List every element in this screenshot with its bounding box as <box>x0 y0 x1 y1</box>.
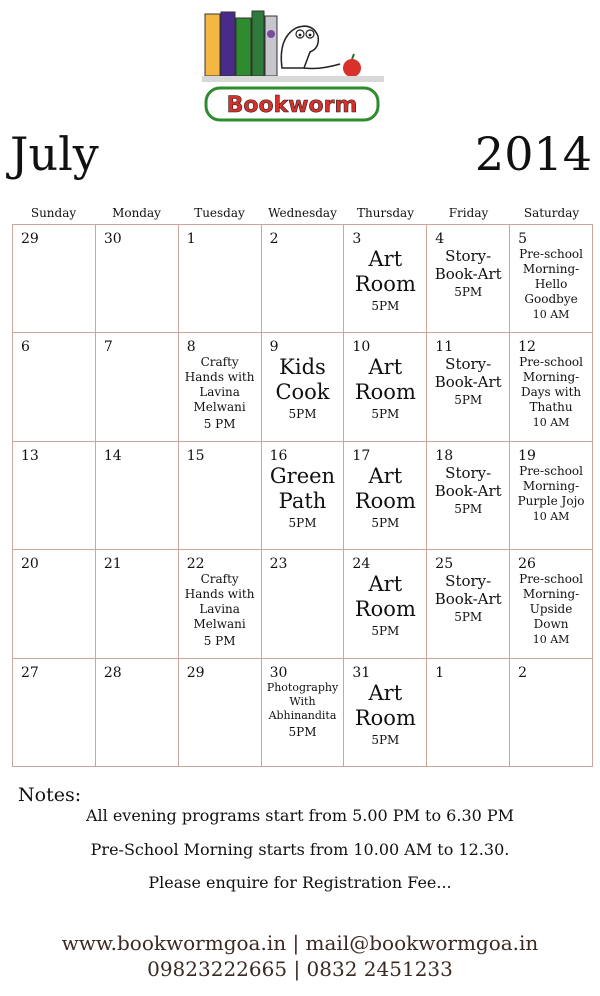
weekday-label: Sunday <box>30 206 77 220</box>
footer-contact-phone: 09823222665 | 0832 2451233 <box>147 957 453 981</box>
calendar-day-cell <box>13 225 96 333</box>
footer-contact-web-mail: www.bookwormgoa.in | mail@bookwormgoa.in <box>61 931 539 955</box>
event-title: Photography With Abhinandita <box>266 680 339 722</box>
day-number: 2 <box>518 664 528 681</box>
event-time: 5PM <box>371 732 400 747</box>
calendar-day-cell <box>262 442 345 550</box>
day-number: 29 <box>186 664 205 681</box>
weekday-label: Friday <box>448 206 489 220</box>
event-title: Story-Book-Art <box>434 572 502 609</box>
calendar-day-cell <box>13 442 96 550</box>
calendar-day-cell <box>344 333 427 441</box>
day-number: 19 <box>518 447 536 464</box>
event <box>179 355 261 431</box>
calendar-day-cell <box>344 550 427 658</box>
calendar-day-cell <box>179 333 262 441</box>
event <box>344 355 426 421</box>
event <box>510 572 592 646</box>
event-title: Art Room <box>354 463 416 513</box>
event-title: Art Room <box>354 572 416 622</box>
note-line: Please enquire for Registration Fee... <box>148 873 452 892</box>
weekday-label: Wednesday <box>268 206 337 220</box>
day-number: 22 <box>186 556 205 573</box>
day-number: 23 <box>269 556 288 573</box>
event-title: Pre-school Morning-Hello Goodbye <box>519 247 583 306</box>
calendar-day-cell <box>510 442 593 550</box>
day-number: 25 <box>435 556 454 573</box>
calendar-day-cell <box>427 333 510 441</box>
calendar-day-cell <box>96 550 179 658</box>
calendar-day-cell <box>179 442 262 550</box>
event <box>510 464 592 523</box>
calendar-day-cell <box>427 225 510 333</box>
month-title: July <box>10 127 99 181</box>
event-title: Crafty Hands with Lavina Melwani <box>184 572 255 632</box>
event-time: 5 PM <box>203 634 236 649</box>
event <box>510 247 592 321</box>
calendar-day-cell <box>96 225 179 333</box>
day-number: 29 <box>21 231 39 247</box>
day-number: 15 <box>186 447 205 464</box>
note-line: Pre-School Morning starts from 10.00 AM to 12.30. <box>90 840 510 859</box>
calendar-day-cell <box>96 659 179 767</box>
day-number: 10 <box>352 339 371 356</box>
event-title: Story-Book-Art <box>434 463 502 500</box>
day-number: 21 <box>103 556 122 573</box>
event-title: Pre-school Morning-Days with Thathu <box>519 355 583 415</box>
event <box>427 355 509 407</box>
calendar-day-cell <box>510 333 593 441</box>
event-time: 5PM <box>371 299 400 313</box>
day-number: 3 <box>352 231 362 247</box>
calendar-day-cell <box>427 659 510 767</box>
day-number: 30 <box>103 231 122 247</box>
day-number: 26 <box>518 556 536 573</box>
event-time: 5PM <box>454 610 483 625</box>
year-title: 2014 <box>474 127 592 181</box>
calendar-day-cell <box>510 659 593 767</box>
event-time: 5PM <box>371 624 400 639</box>
event-title: Art Room <box>354 680 416 730</box>
event <box>344 464 426 530</box>
event-time: 5PM <box>454 501 483 516</box>
note-line: All evening programs start from 5.00 PM to 6.30 PM <box>85 806 515 825</box>
event-time: 10 AM <box>532 633 570 647</box>
event-time: 5PM <box>371 407 400 422</box>
event-time: 10 AM <box>532 416 570 430</box>
calendar-day-cell <box>96 442 179 550</box>
calendar-day-cell <box>344 225 427 333</box>
event-title: Kids Cook <box>275 355 330 405</box>
weekday-header <box>12 206 593 220</box>
event-title: Story-Book-Art <box>434 247 502 283</box>
event <box>262 464 344 530</box>
logo-wordmark: Bookworm <box>226 93 358 118</box>
calendar-day-cell <box>13 659 96 767</box>
bookworm-logo <box>200 8 385 126</box>
event-time: 5PM <box>371 515 400 530</box>
day-number: 5 <box>518 231 528 247</box>
calendar-day-cell <box>344 442 427 550</box>
event-time: 10 AM <box>532 509 570 523</box>
event-time: 5 PM <box>203 417 236 432</box>
calendar-day-cell <box>262 333 345 441</box>
books-worm-illustration <box>200 8 385 126</box>
day-number: 30 <box>269 664 288 681</box>
calendar-day-cell <box>344 659 427 767</box>
calendar-day-cell <box>427 550 510 658</box>
event <box>344 247 426 313</box>
event <box>510 355 592 429</box>
day-number: 4 <box>435 231 445 247</box>
event-title: Crafty Hands with Lavina Melwani <box>184 355 255 415</box>
event <box>262 681 344 739</box>
day-number: 1 <box>186 231 196 247</box>
weekday-label: Thursday <box>357 206 414 220</box>
day-number: 6 <box>21 339 30 356</box>
day-number: 2 <box>269 231 279 247</box>
weekday-label: Saturday <box>523 206 580 220</box>
day-number: 20 <box>21 556 39 573</box>
calendar-day-cell <box>179 225 262 333</box>
calendar-day-cell <box>262 225 345 333</box>
day-number: 9 <box>269 339 279 356</box>
day-number: 13 <box>21 447 39 464</box>
day-number: 16 <box>269 447 288 464</box>
day-number: 18 <box>435 447 454 464</box>
calendar-day-cell <box>96 333 179 441</box>
day-number: 8 <box>186 339 196 356</box>
calendar-day-cell <box>179 550 262 658</box>
event <box>427 247 509 299</box>
weekday-label: Monday <box>112 206 161 220</box>
day-number: 7 <box>103 339 113 356</box>
event-time: 5PM <box>454 393 483 408</box>
event-time: 5PM <box>288 515 317 530</box>
weekday-label: Tuesday <box>194 206 245 220</box>
day-number: 1 <box>435 664 445 681</box>
day-number: 28 <box>103 664 122 681</box>
event-time: 10 AM <box>532 308 570 321</box>
calendar-day-cell <box>510 225 593 333</box>
event-title: Art Room <box>354 247 416 296</box>
day-number: 12 <box>518 339 536 356</box>
notes-heading: Notes: <box>18 784 82 806</box>
calendar-day-cell <box>13 333 96 441</box>
event-time: 5PM <box>288 724 317 739</box>
calendar-day-cell <box>262 550 345 658</box>
event <box>344 572 426 638</box>
calendar-day-cell <box>179 659 262 767</box>
day-number: 14 <box>103 447 122 464</box>
calendar-day-cell <box>510 550 593 658</box>
day-number: 24 <box>352 556 371 573</box>
event-title: Pre-school Morning-Upside Down <box>519 572 583 632</box>
day-number: 17 <box>352 447 371 464</box>
event <box>262 355 344 421</box>
event-time: 5PM <box>288 407 317 422</box>
calendar-day-cell <box>262 659 345 767</box>
event-title: Art Room <box>354 355 416 405</box>
event-time: 5PM <box>454 285 483 299</box>
event <box>344 681 426 747</box>
event <box>427 572 509 624</box>
event-title: Green Path <box>269 463 336 513</box>
calendar-grid <box>12 224 593 767</box>
day-number: 11 <box>435 339 454 356</box>
day-number: 31 <box>352 664 371 681</box>
calendar-day-cell <box>427 442 510 550</box>
event <box>179 572 261 648</box>
day-number: 27 <box>21 664 39 681</box>
event <box>427 464 509 516</box>
event-title: Pre-school Morning-Purple Jojo <box>517 463 585 508</box>
calendar-day-cell <box>13 550 96 658</box>
event-title: Story-Book-Art <box>434 355 502 392</box>
